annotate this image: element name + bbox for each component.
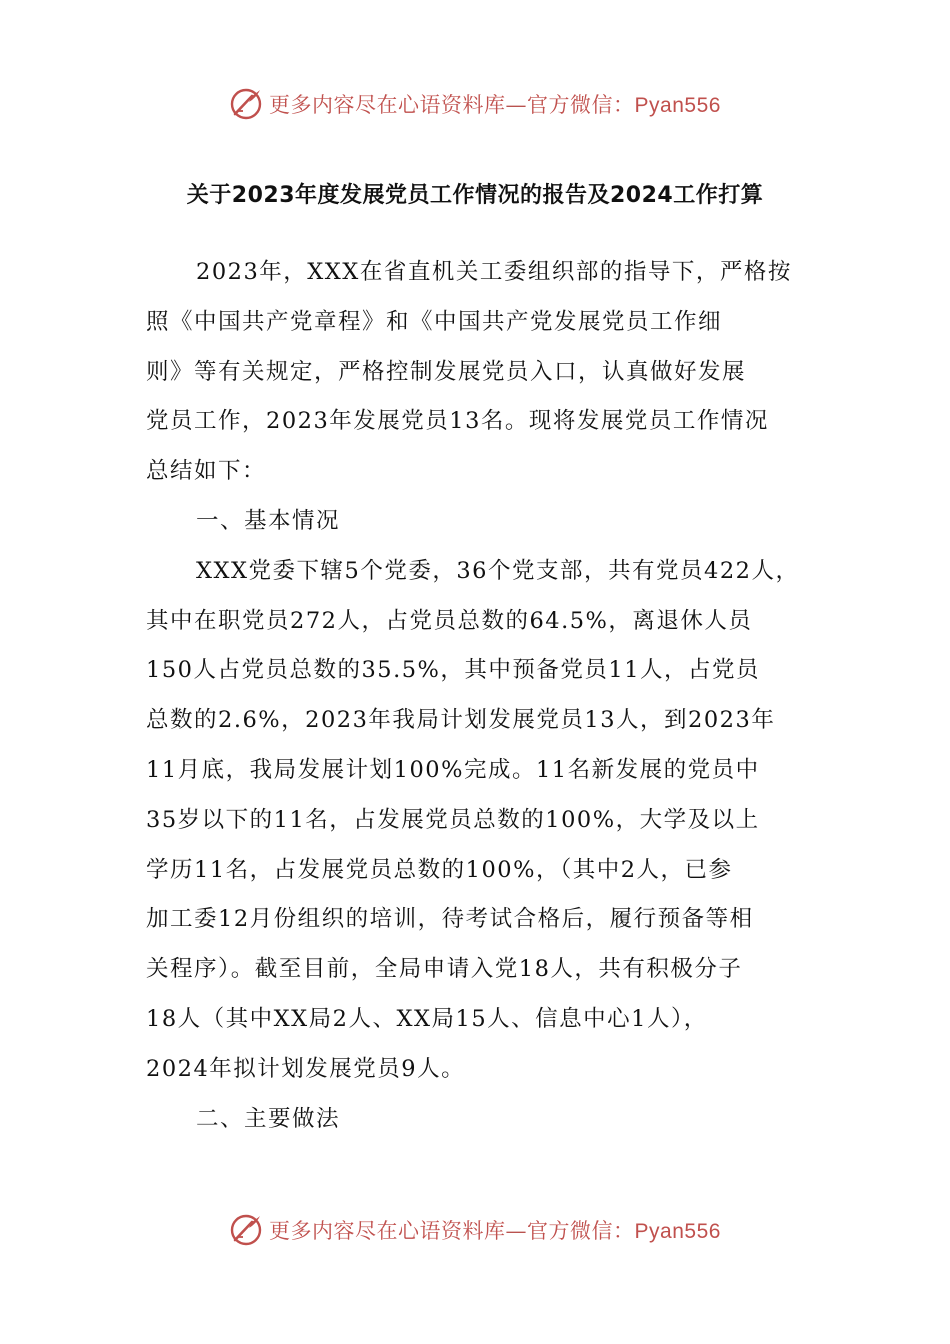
body-line: 150人占党员总数的35.5%，其中预备党员11人，占党员: [146, 657, 761, 684]
watermark-text: 更多内容尽在心语资料库—官方微信：Pyan556: [269, 93, 721, 117]
body-line: 35岁以下的11名，占发展党员总数的100%，大学及以上: [146, 806, 760, 833]
document-title: 关于2023年度发展党员工作情况的报告及2024工作打算: [186, 183, 764, 208]
quill-logo-icon: [229, 1213, 263, 1247]
body-line: 二、主要做法: [196, 1105, 341, 1132]
watermark-footer: [0, 1210, 950, 1250]
body-line: 2024年拟计划发展党员9人。: [146, 1055, 466, 1082]
body-line: 照《中国共产党章程》和《中国共产党发展党员工作细: [146, 308, 723, 335]
body-line: 加工委12月份组织的培训，待考试合格后，履行预备等相: [146, 906, 754, 933]
body-line: 11月底，我局发展计划100%完成。11名新发展的党员中: [146, 756, 760, 783]
body-line: 学历11名，占发展党员总数的100%，（其中2人，已参: [146, 856, 733, 883]
body-line: 总结如下：: [146, 458, 267, 485]
body-line: 党员工作，2023年发展党员13名。现将发展党员工作情况: [146, 408, 769, 435]
watermark-text: 更多内容尽在心语资料库—官方微信：Pyan556: [269, 1219, 721, 1243]
body-line: XXX党委下辖5个党委，36个党支部，共有党员422人，: [196, 557, 800, 584]
body-line: 18人（其中XX局2人、XX局15人、信息中心1人），: [146, 1005, 708, 1032]
document-body: [146, 248, 816, 1144]
body-line: 关程序）。截至目前，全局申请入党18人，共有积极分子: [146, 956, 743, 983]
body-line: 一、基本情况: [196, 507, 341, 534]
body-line: 其中在职党员272人，占党员总数的64.5%，离退休人员: [146, 607, 753, 634]
body-line: 2023年，XXX在省直机关工委组织部的指导下，严格按: [196, 259, 792, 285]
quill-logo-icon: [229, 87, 263, 121]
body-line: 则》等有关规定，严格控制发展党员入口，认真做好发展: [146, 358, 747, 385]
body-line: 总数的2.6%，2023年我局计划发展党员13人，到2023年: [146, 707, 776, 734]
watermark-header: [0, 84, 950, 124]
